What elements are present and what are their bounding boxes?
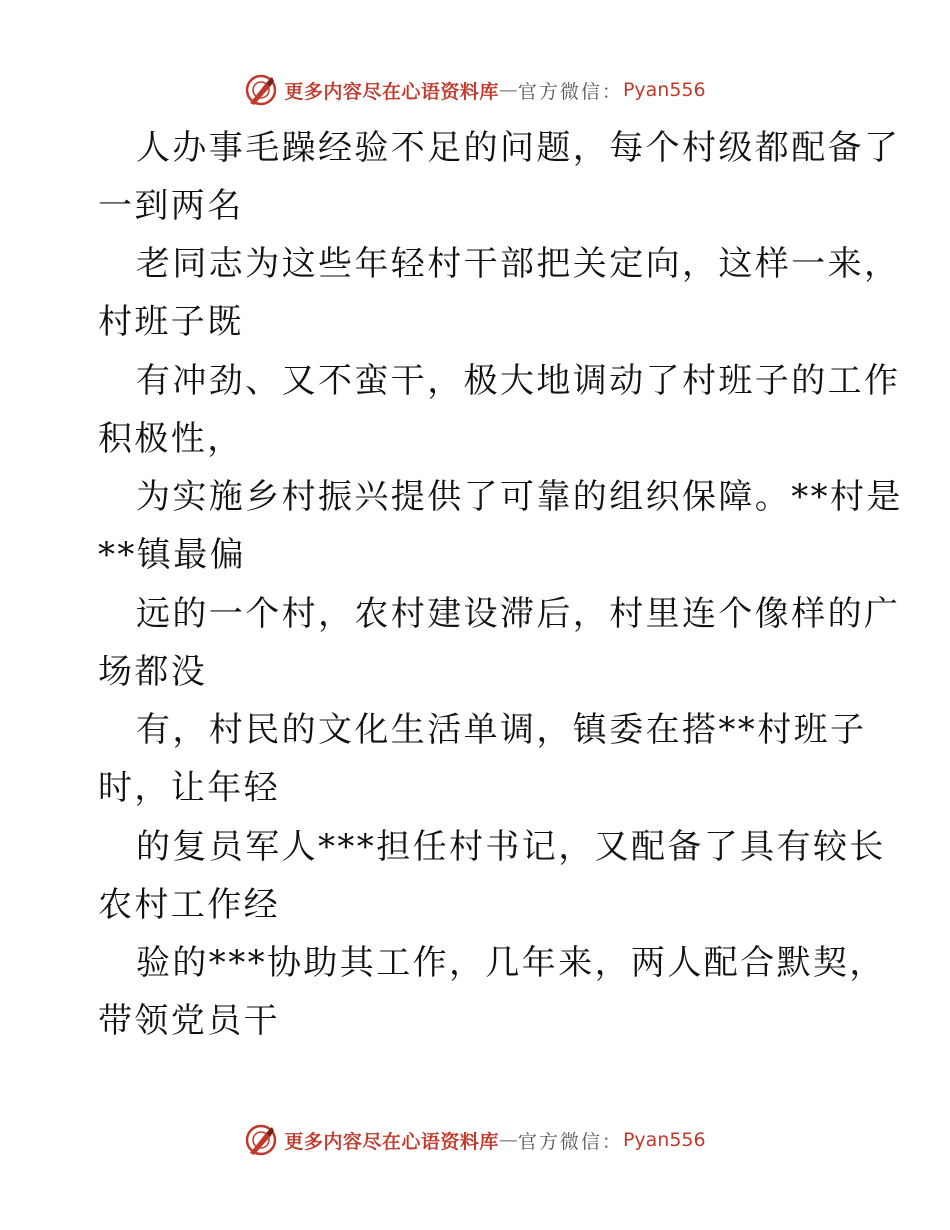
text-line: 有，村民的文化生活单调，镇委在搭**村班子 [136, 710, 867, 750]
pen-logo-icon [244, 1123, 278, 1157]
text-line: 人办事毛躁经验不足的问题，每个村级都配备了 [136, 128, 901, 168]
text-line: 为实施乡村振兴提供了可靠的组织保障。**村是 [136, 477, 903, 517]
text-line: 验的***协助其工作，几年来，两人配合默契， [136, 943, 886, 983]
watermark-header [0, 70, 950, 110]
watermark-dash: — [498, 1129, 518, 1151]
text-line: 老同志为这些年轻村干部把关定向，这样一来， [136, 244, 901, 284]
watermark-label: 官方微信： [517, 1130, 623, 1153]
pen-logo-icon [244, 73, 278, 107]
watermark-label: 官方微信： [517, 80, 623, 103]
text-line: 的复员军人***担任村书记，又配备了具有较长 [136, 827, 886, 867]
text-line: 村班子既 [98, 302, 244, 342]
text-line: 一到两名 [98, 186, 244, 226]
text-line: 有冲劲、又不蛮干，极大地调动了村班子的工作 [136, 361, 901, 401]
watermark-id: Pyan556 [622, 79, 706, 101]
watermark-title: 更多内容尽在心语资料库 [284, 1130, 499, 1153]
watermark-footer [0, 1120, 950, 1160]
text-line: **镇最偏 [98, 535, 246, 575]
watermark-id: Pyan556 [622, 1129, 706, 1151]
watermark-dash: — [498, 79, 518, 101]
text-line: 农村工作经 [98, 885, 280, 925]
text-line: 带领党员干 [98, 1001, 280, 1041]
watermark-title: 更多内容尽在心语资料库 [284, 80, 499, 103]
text-line: 场都没 [98, 652, 208, 692]
text-line: 时，让年轻 [98, 768, 280, 808]
text-line: 远的一个村，农村建设滞后，村里连个像样的广 [136, 594, 901, 634]
text-line: 积极性， [98, 419, 244, 459]
